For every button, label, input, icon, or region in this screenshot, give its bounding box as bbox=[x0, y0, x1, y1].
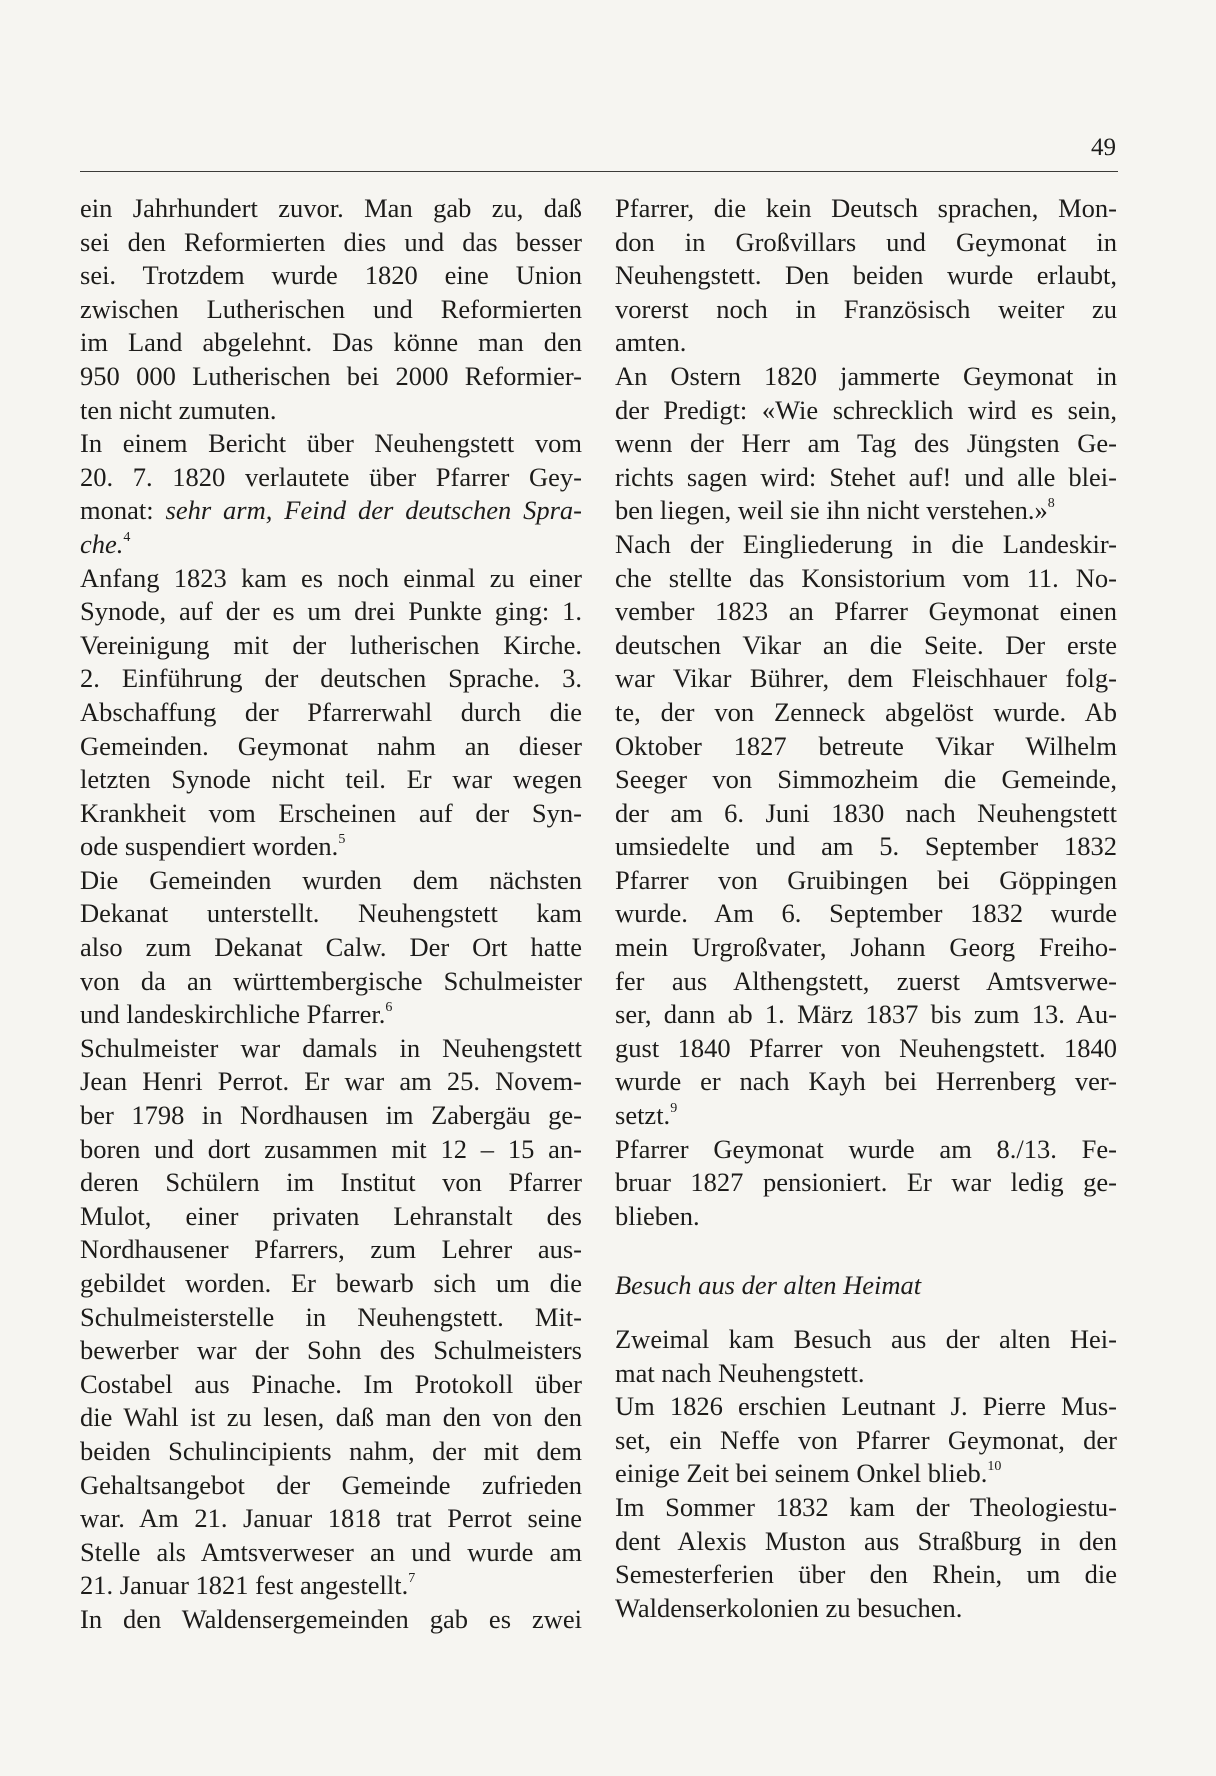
text-line: Dekanat unterstellt. Neuhengstett kam bbox=[80, 898, 582, 929]
text-line: Krankheit vom Erscheinen auf der Syn- bbox=[80, 797, 582, 828]
text-line: mein Urgroßvater, Johann Georg Freiho- bbox=[615, 932, 1117, 963]
text-line: Abschaffung der Pfarrerwahl durch die bbox=[80, 696, 582, 727]
text-line: don in Großvillars und Geymonat in bbox=[615, 226, 1117, 257]
italic-quote: sehr arm, Feind der deutschen Spra- bbox=[165, 495, 582, 526]
text-line: In einem Bericht über Neuhengstett vom bbox=[80, 428, 582, 459]
text-line: Costabel aus Pinache. Im Protokoll über bbox=[80, 1368, 582, 1399]
text-line: Oktober 1827 betreute Vikar Wilhelm bbox=[615, 730, 1117, 761]
left-column bbox=[80, 192, 582, 1637]
text-line: sei den Reformierten dies und das besser bbox=[80, 226, 582, 257]
text-line: deutschen Vikar an die Seite. Der erste bbox=[615, 629, 1117, 660]
text-fragment: und landeskirchliche Pfarrer. bbox=[80, 999, 386, 1030]
footnote-marker[interactable]: 7 bbox=[408, 1571, 416, 1587]
text-line: Nach der Eingliederung in die Landeskir- bbox=[615, 528, 1117, 559]
text-line bbox=[615, 494, 1117, 528]
text-line: richts sagen wird: Stehet auf! und alle blei- bbox=[615, 461, 1117, 492]
header-rule bbox=[80, 171, 1118, 172]
text-line: der am 6. Juni 1830 nach Neuhengstett bbox=[615, 797, 1117, 828]
text-line: boren und dort zusammen mit 12 – 15 an- bbox=[80, 1133, 582, 1164]
text-line: 2. Einführung der deutschen Sprache. 3. bbox=[80, 663, 582, 694]
text-line: Um 1826 erschien Leutnant J. Pierre Mus- bbox=[615, 1391, 1117, 1422]
text-line: gebildet worden. Er bewarb sich um die bbox=[80, 1268, 582, 1298]
text-fragment: ode suspendiert worden. bbox=[80, 831, 339, 862]
text-line bbox=[80, 830, 582, 864]
text-line: Zweimal kam Besuch aus der alten Hei- bbox=[615, 1324, 1117, 1354]
text-line: blieben. bbox=[615, 1200, 700, 1231]
text-line: Gemeinden. Geymonat nahm an dieser bbox=[80, 730, 582, 761]
text-line: Pfarrer von Gruibingen bei Göppingen bbox=[615, 864, 1117, 895]
text-line: Stelle als Amtsverweser an und wurde am bbox=[80, 1536, 582, 1567]
text-line: Anfang 1823 kam es noch einmal zu einer bbox=[80, 562, 582, 593]
text-line: Waldenserkolonien zu besuchen. bbox=[615, 1592, 963, 1623]
text-line: war. Am 21. Januar 1818 trat Perrot seine bbox=[80, 1503, 582, 1534]
section-spacer bbox=[615, 1303, 1117, 1323]
text-fragment: setzt. bbox=[615, 1100, 671, 1131]
text-line: bruar 1827 pensioniert. Er war ledig ge- bbox=[615, 1167, 1117, 1198]
text-line: der Predigt: «Wie schrecklich wird es sein, bbox=[615, 394, 1117, 425]
text-line: von da an württembergische Schulmeister bbox=[80, 965, 582, 996]
text-line: wurde. Am 6. September 1832 wurde bbox=[615, 898, 1117, 929]
section-spacer bbox=[615, 1233, 1117, 1269]
right-column bbox=[615, 192, 1117, 1625]
text-line: vember 1823 an Pfarrer Geymonat einen bbox=[615, 596, 1117, 627]
text-line bbox=[80, 1569, 582, 1603]
footnote-marker[interactable]: 6 bbox=[385, 1000, 393, 1016]
footnote-marker[interactable]: 10 bbox=[987, 1459, 1002, 1475]
text-line: sei. Trotzdem wurde 1820 eine Union bbox=[80, 260, 582, 291]
text-line: Die Gemeinden wurden dem nächsten bbox=[80, 864, 582, 895]
text-line bbox=[80, 998, 582, 1032]
text-line bbox=[615, 1099, 1117, 1133]
text-line: deren Schülern im Institut von Pfarrer bbox=[80, 1167, 582, 1198]
footnote-marker[interactable]: 9 bbox=[670, 1101, 678, 1117]
text-line: Pfarrer Geymonat wurde am 8./13. Fe- bbox=[615, 1133, 1117, 1164]
text-line: Synode, auf der es um drei Punkte ging: 1. bbox=[80, 596, 582, 627]
text-line: also zum Dekanat Calw. Der Ort hatte bbox=[80, 932, 582, 963]
text-line: gust 1840 Pfarrer von Neuhengstett. 1840 bbox=[615, 1032, 1117, 1063]
text-line: Pfarrer, die kein Deutsch sprachen, Mon- bbox=[615, 193, 1117, 223]
text-line bbox=[615, 1457, 1117, 1491]
text-line: ten nicht zumuten. bbox=[80, 394, 277, 425]
text-line: mat nach Neuhengstett. bbox=[615, 1357, 865, 1388]
text-line: 950 000 Lutherischen bei 2000 Reformier- bbox=[80, 360, 582, 391]
text-line: Jean Henri Perrot. Er war am 25. Novem- bbox=[80, 1066, 582, 1097]
text-line: set, ein Neffe von Pfarrer Geymonat, der bbox=[615, 1424, 1117, 1455]
text-fragment: einige Zeit bei seinem Onkel blieb. bbox=[615, 1458, 988, 1489]
text-fragment: ben liegen, weil sie ihn nicht verstehen.» bbox=[615, 495, 1048, 526]
text-line: bewerber war der Sohn des Schulmeisters bbox=[80, 1335, 582, 1366]
text-fragment: 21. Januar 1821 fest angestellt. bbox=[80, 1570, 409, 1601]
text-line: Schulmeister war damals in Neuhengstett bbox=[80, 1032, 582, 1063]
italic-quote: che. bbox=[80, 528, 124, 559]
text-line: In den Waldensergemeinden gab es zwei bbox=[80, 1603, 582, 1634]
text-line: Im Sommer 1832 kam der Theologiestu- bbox=[615, 1491, 1117, 1522]
text-line: Vereinigung mit der lutherischen Kirche. bbox=[80, 629, 582, 660]
section-heading: Besuch aus der alten Heimat bbox=[615, 1270, 922, 1301]
text-line: letzten Synode nicht teil. Er war wegen bbox=[80, 764, 582, 795]
text-line: ein Jahrhundert zuvor. Man gab zu, daß bbox=[80, 193, 582, 223]
text-line: fer aus Althengstett, zuerst Amtsverwe- bbox=[615, 965, 1117, 996]
text-line: beiden Schulincipients nahm, der mit dem bbox=[80, 1435, 582, 1466]
text-line: amten. bbox=[615, 327, 687, 358]
text-line: vorerst noch in Französisch weiter zu bbox=[615, 293, 1117, 324]
text-line: Gehaltsangebot der Gemeinde zufrieden bbox=[80, 1469, 582, 1500]
text-line: che stellte das Konsistorium vom 11. No- bbox=[615, 562, 1117, 593]
text-line: te, der von Zenneck abgelöst wurde. Ab bbox=[615, 696, 1117, 727]
text-line bbox=[80, 528, 582, 562]
text-line: war Vikar Bührer, dem Fleischhauer folg- bbox=[615, 663, 1117, 694]
text-line: wurde er nach Kayh bei Herrenberg ver- bbox=[615, 1066, 1117, 1097]
text-line: Mulot, einer privaten Lehranstalt des bbox=[80, 1200, 582, 1231]
text-line: die Wahl ist zu lesen, daß man den von den bbox=[80, 1402, 582, 1433]
text-line: im Land abgelehnt. Das könne man den bbox=[80, 327, 582, 358]
text-line: ber 1798 in Nordhausen im Zabergäu ge- bbox=[80, 1100, 582, 1131]
text-line: 20. 7. 1820 verlautete über Pfarrer Gey- bbox=[80, 461, 582, 492]
text-line: Seeger von Simmozheim die Gemeinde, bbox=[615, 764, 1117, 795]
text-line: ser, dann ab 1. März 1837 bis zum 13. Au- bbox=[615, 999, 1117, 1030]
footnote-marker[interactable]: 5 bbox=[338, 832, 346, 848]
text-line: zwischen Lutherischen und Reformierten bbox=[80, 293, 582, 324]
page-number: 49 bbox=[1091, 134, 1116, 161]
text-line: Neuhengstett. Den beiden wurde erlaubt, bbox=[615, 260, 1117, 291]
text-line: An Ostern 1820 jammerte Geymonat in bbox=[615, 360, 1117, 391]
text-line: Nordhausener Pfarrers, zum Lehrer aus- bbox=[80, 1234, 582, 1265]
text-fragment: monat: bbox=[80, 495, 154, 526]
text-line: dent Alexis Muston aus Straßburg in den bbox=[615, 1525, 1117, 1556]
text-line-with-italic bbox=[80, 494, 582, 528]
footnote-marker[interactable]: 8 bbox=[1047, 496, 1055, 512]
text-line: wenn der Herr am Tag des Jüngsten Ge- bbox=[615, 428, 1117, 459]
text-line: Semesterferien über den Rhein, um die bbox=[615, 1559, 1117, 1590]
footnote-marker[interactable]: 4 bbox=[123, 529, 131, 545]
text-line: umsiedelte und am 5. September 1832 bbox=[615, 831, 1117, 862]
text-line: Schulmeisterstelle in Neuhengstett. Mit- bbox=[80, 1301, 582, 1332]
